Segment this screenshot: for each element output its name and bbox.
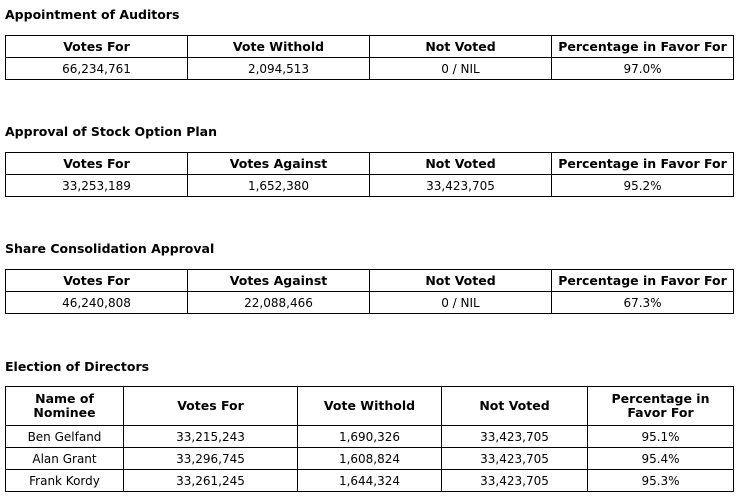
percentage-cell: 97.0% — [552, 58, 734, 80]
percentage-cell: 95.4% — [588, 448, 734, 470]
header-row — [6, 153, 734, 175]
column-header: Votes For — [6, 270, 188, 292]
header-row — [6, 36, 734, 58]
votes-against-cell: 22,088,466 — [188, 292, 370, 314]
votes-against-cell: 1,652,380 — [188, 175, 370, 197]
percentage-cell: 67.3% — [552, 292, 734, 314]
column-header: Not Voted — [370, 270, 552, 292]
vote-withold-cell: 2,094,513 — [188, 58, 370, 80]
table-row — [6, 292, 734, 314]
nominee-name-cell: Ben Gelfand — [6, 426, 124, 448]
not-voted-cell: 33,423,705 — [442, 470, 588, 492]
column-header: Votes For — [6, 153, 188, 175]
column-header: Percentage in Favor For — [552, 36, 734, 58]
not-voted-cell: 33,423,705 — [442, 448, 588, 470]
section-title: Appointment of Auditors — [5, 7, 180, 22]
not-voted-cell: 33,423,705 — [370, 175, 552, 197]
table-row — [6, 470, 734, 492]
section-title: Approval of Stock Option Plan — [5, 124, 218, 139]
column-header: Not Voted — [370, 36, 552, 58]
column-header: Votes For — [6, 36, 188, 58]
section-title: Election of Directors — [5, 359, 150, 374]
percentage-cell: 95.2% — [552, 175, 734, 197]
column-header: Votes Against — [188, 270, 370, 292]
directors-table — [5, 386, 734, 492]
table-row — [6, 426, 734, 448]
vote-table — [5, 152, 734, 197]
vote-table — [5, 269, 734, 314]
votes-for-cell: 46,240,808 — [6, 292, 188, 314]
table-row — [6, 448, 734, 470]
column-header: Votes Against — [188, 153, 370, 175]
not-voted-cell: 0 / NIL — [370, 292, 552, 314]
not-voted-cell: 0 / NIL — [370, 58, 552, 80]
header-row — [6, 270, 734, 292]
not-voted-cell: 33,423,705 — [442, 426, 588, 448]
column-header: Votes For — [124, 387, 298, 426]
section-title: Share Consolidation Approval — [5, 241, 215, 256]
column-header: Vote Withold — [188, 36, 370, 58]
table-row — [6, 58, 734, 80]
votes-for-cell: 66,234,761 — [6, 58, 188, 80]
column-header: Percentage in Favor For — [588, 387, 734, 426]
votes-for-cell: 33,215,243 — [124, 426, 298, 448]
percentage-cell: 95.1% — [588, 426, 734, 448]
votes-for-cell: 33,261,245 — [124, 470, 298, 492]
column-header: Percentage in Favor For — [552, 270, 734, 292]
column-header: Percentage in Favor For — [552, 153, 734, 175]
votes-for-cell: 33,253,189 — [6, 175, 188, 197]
column-header: Not Voted — [370, 153, 552, 175]
column-header: Name of Nominee — [6, 387, 124, 426]
vote-withold-cell: 1,644,324 — [298, 470, 442, 492]
vote-withold-cell: 1,690,326 — [298, 426, 442, 448]
votes-for-cell: 33,296,745 — [124, 448, 298, 470]
vote-withold-cell: 1,608,824 — [298, 448, 442, 470]
percentage-cell: 95.3% — [588, 470, 734, 492]
vote-table — [5, 35, 734, 80]
nominee-name-cell: Frank Kordy — [6, 470, 124, 492]
column-header: Vote Withold — [298, 387, 442, 426]
header-row — [6, 387, 734, 426]
nominee-name-cell: Alan Grant — [6, 448, 124, 470]
column-header: Not Voted — [442, 387, 588, 426]
table-row — [6, 175, 734, 197]
